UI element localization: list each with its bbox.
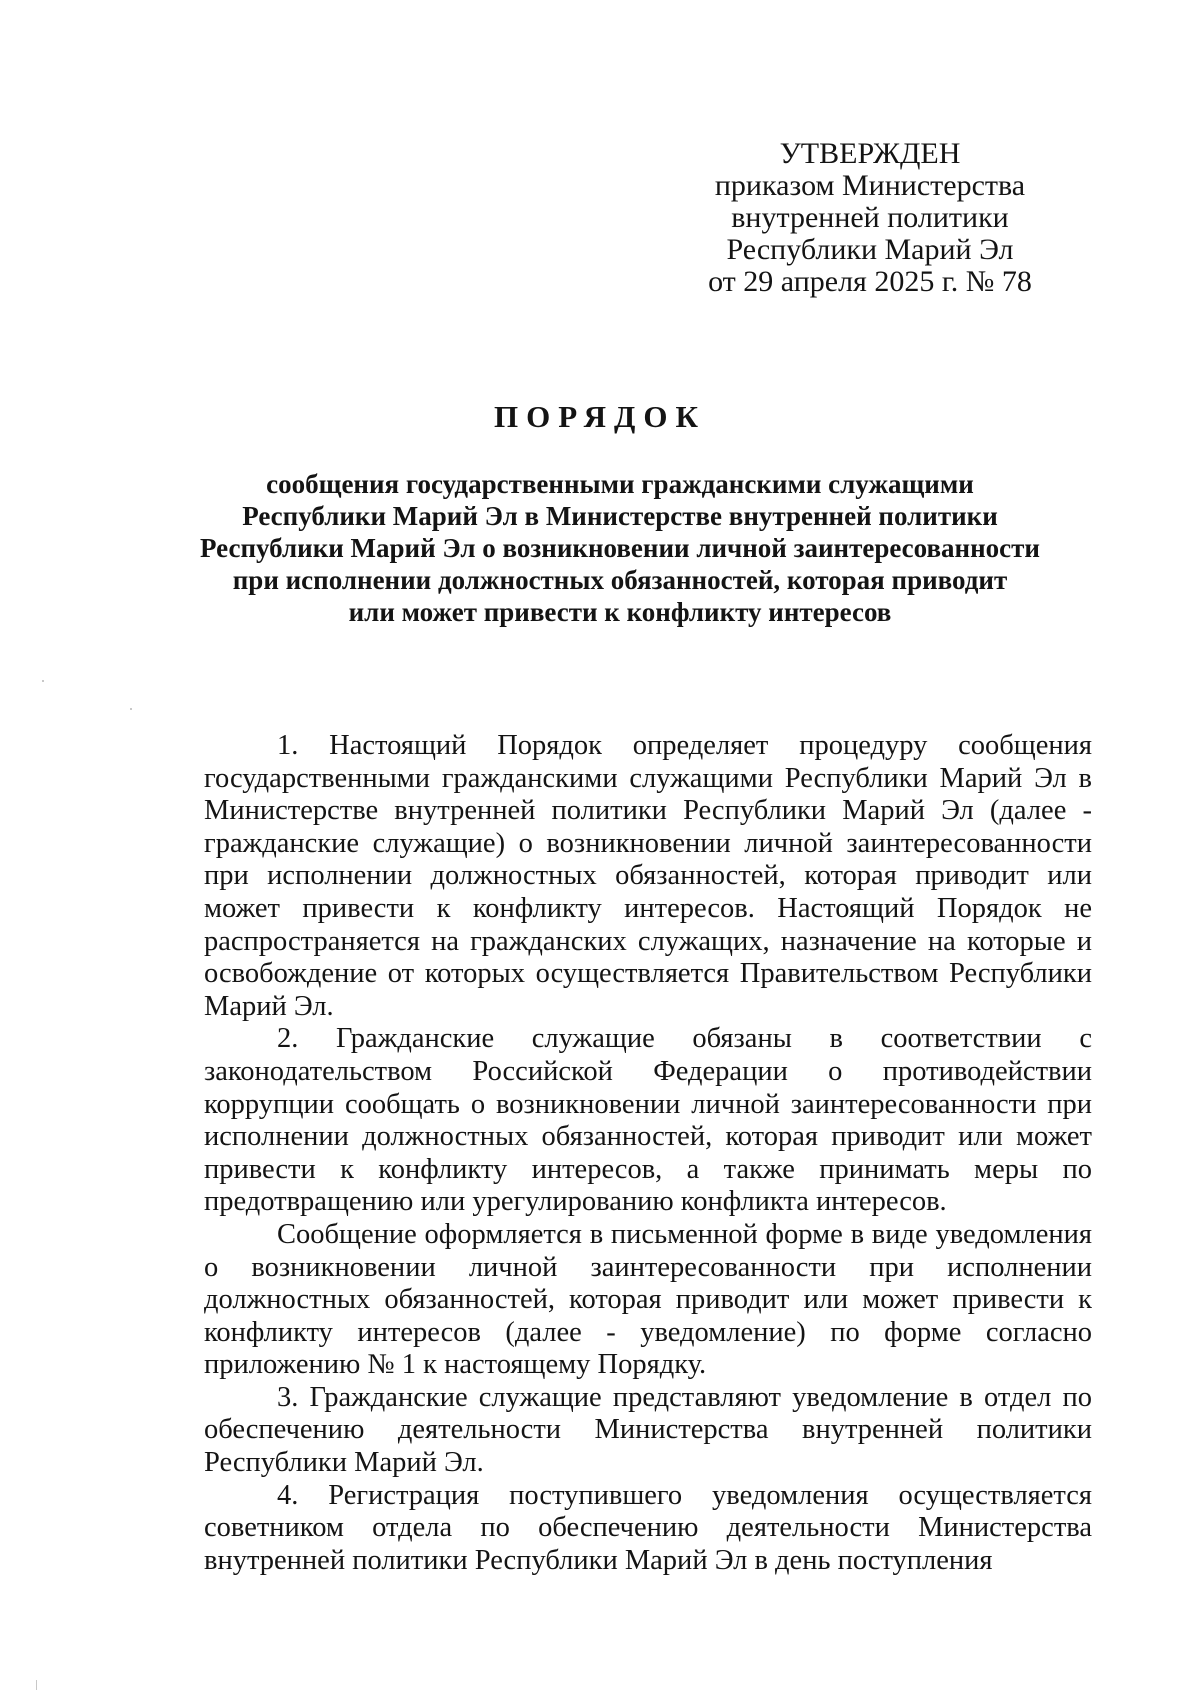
approval-heading: УТВЕРЖДЕН xyxy=(779,137,961,170)
approval-ministry-line: внутренней политики xyxy=(731,201,1009,234)
paragraph-2: 2. Гражданские служащие обязаны в соответствии с законодательством Российской Федерации о противодействии коррупции сообщать о возникновении личной заинтересованности при исполнении должностных обязанностей, которая приводит или может привести к конфликту интересов, а также принимать меры по предотвращению или урегулированию конфликта интересов. xyxy=(204,1023,1092,1218)
subtitle-line: Республики Марий Эл о возникновении личной заинтересованности xyxy=(200,533,1040,563)
paragraph-4: 4. Регистрация поступившего уведомления осуществляется советником отдела по обеспечению деятельности Министерства внутренней политики Республики Марий Эл в день поступления xyxy=(204,1479,1092,1576)
paragraph-1: 1. Настоящий Порядок определяет процедуру сообщения государственными гражданскими служащими Республики Марий Эл в Министерстве внутренней политики Республики Марий Эл (далее - гражданские служащие) о возникновении личной заинтересованности при исполнении должностных обязанностей, которая приводит или может привести к конфликту интересов. Настоящий Порядок не распространяется на гражданских служащих, назначение на которые и освобождение от которых осуществляется Правительством Республики Марий Эл. xyxy=(204,730,1092,1022)
approval-stamp-block xyxy=(700,138,1040,298)
subtitle-line: сообщения государственными гражданскими служащими xyxy=(266,469,974,499)
subtitle-line: при исполнении должностных обязанностей, которая приводит xyxy=(232,565,1008,595)
subtitle-line: Республики Марий Эл в Министерстве внутренней политики xyxy=(242,501,998,531)
paragraph-3: 3. Гражданские служащие представляют уведомление в отдел по обеспечению деятельности Министерства внутренней политики Республики Марий Эл. xyxy=(204,1381,1092,1479)
scan-speck xyxy=(130,708,132,710)
document-title: ПОРЯДОК xyxy=(494,399,706,434)
paragraph-2-notice: Сообщение оформляется в письменной форме в виде уведомления о возникновении личной заинтересованности при исполнении должностных обязанностей, которая приводит или может привести к конфликту интересов (далее - уведомление) по форме согласно приложению № 1 к настоящему Порядку. xyxy=(204,1218,1092,1381)
scan-speck xyxy=(36,1680,37,1690)
subtitle-line: или может привести к конфликту интересов xyxy=(348,597,892,627)
scan-speck xyxy=(42,680,44,682)
document-body xyxy=(204,730,1092,1577)
approval-republic-line: Республики Марий Эл xyxy=(726,233,1014,266)
approval-date-line: от 29 апреля 2025 г. № 78 xyxy=(708,265,1032,298)
document-subtitle xyxy=(150,468,1090,628)
approval-order-line: приказом Министерства xyxy=(714,169,1026,202)
